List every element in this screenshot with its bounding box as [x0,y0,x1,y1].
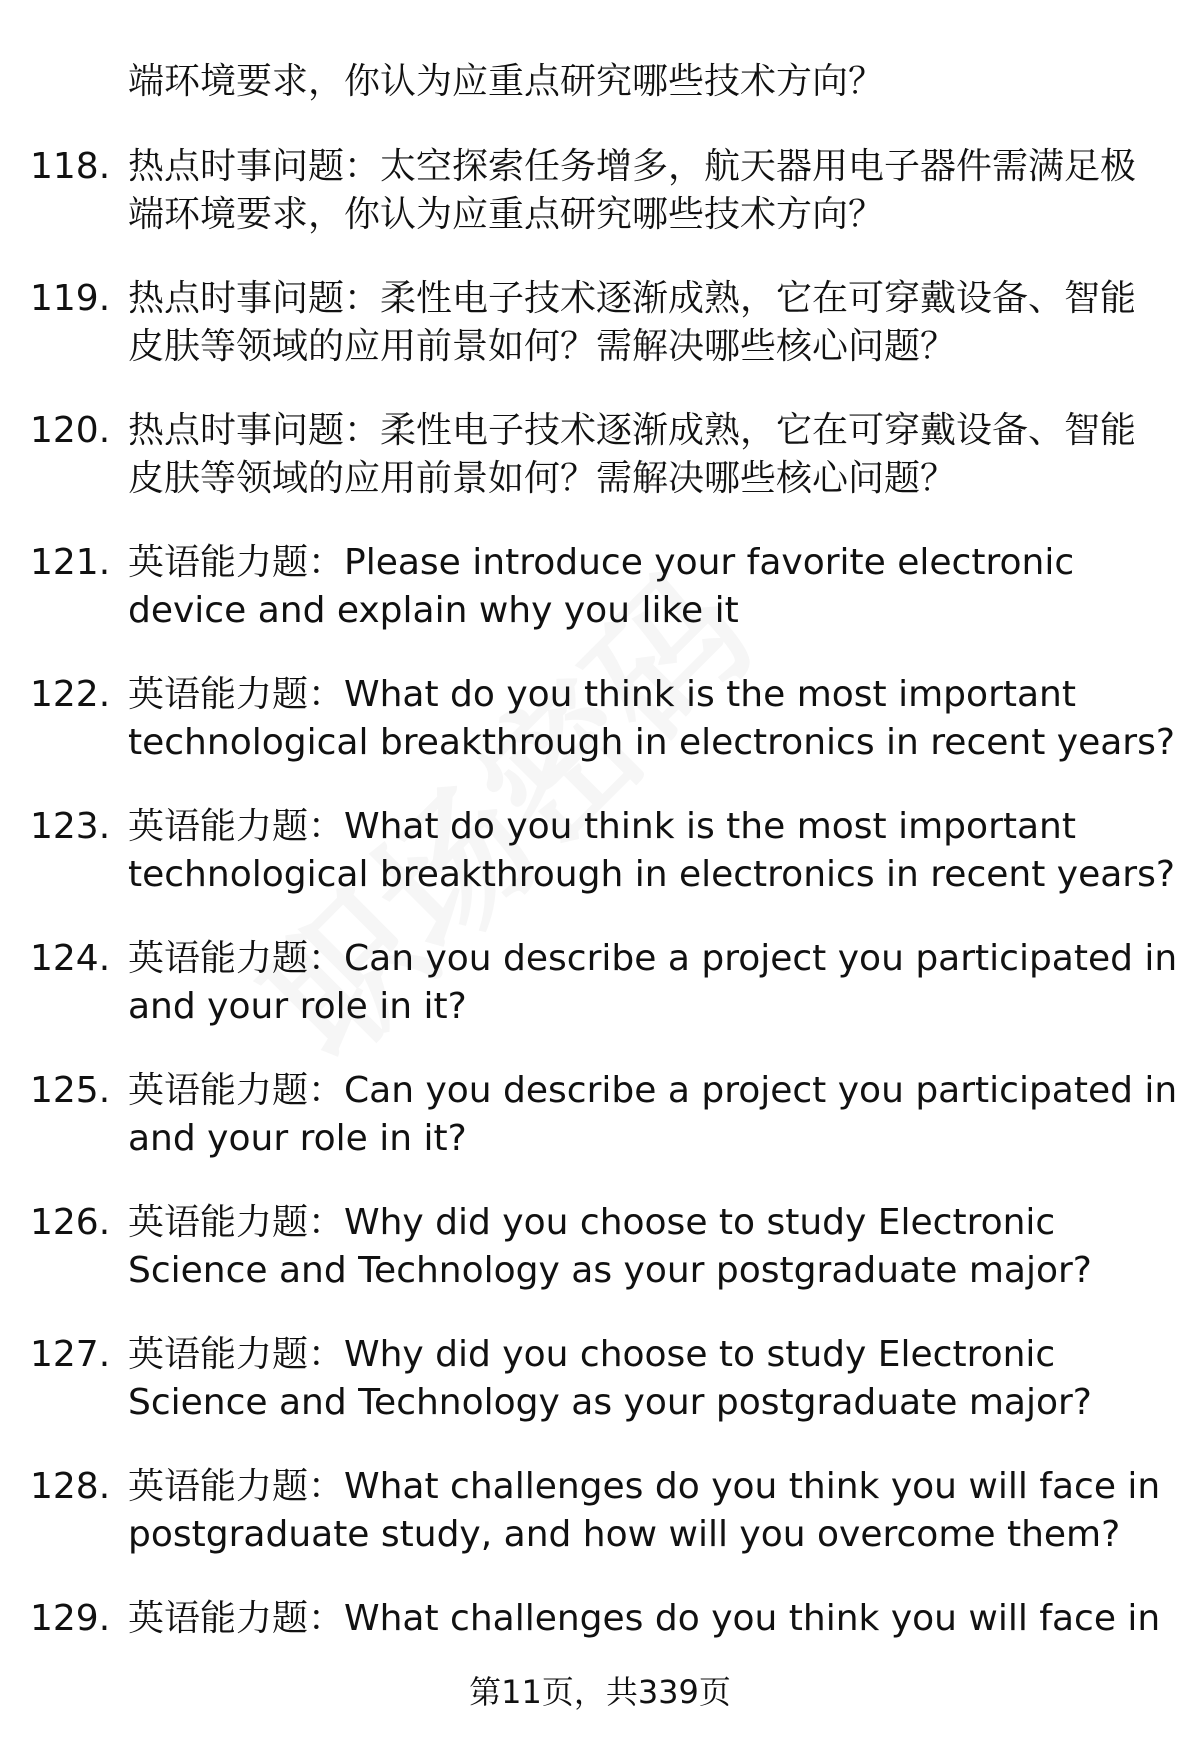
question-line: and your role in it? [128,986,467,1027]
question-line: 英语能力题：Why did you choose to study Electronic [128,1202,1056,1243]
question-line: 英语能力题：Can you describe a project you participated in [128,938,1178,979]
list-item [0,143,1200,275]
question-line: 英语能力题：What do you think is the most important [128,674,1076,715]
question-text [128,1595,1161,1643]
question-line: 热点时事问题：柔性电子技术逐渐成熟，它在可穿戴设备、智能 [128,410,1137,451]
question-line: 热点时事问题：柔性电子技术逐渐成熟，它在可穿戴设备、智能 [128,278,1137,319]
question-text [128,671,1175,767]
question-text [128,1331,1138,1427]
question-text [128,1463,1161,1559]
question-number: 120. [30,410,111,451]
question-line: technological breakthrough in electronics in recent years? [128,722,1175,763]
question-text [128,407,1138,503]
question-text [128,275,1138,371]
question-line: 英语能力题：Please introduce your favorite electronic [128,542,1075,583]
question-number: 128. [30,1466,111,1507]
question-number: 129. [30,1598,111,1639]
question-text [128,1067,1178,1163]
question-line: 英语能力题：Can you describe a project you participated in [128,1070,1178,1111]
question-number: 126. [30,1202,111,1243]
question-line: and your role in it? [128,1118,467,1159]
question-line: postgraduate study, and how will you overcome them? [128,1514,1121,1555]
list-item [0,539,1200,671]
question-number: 119. [30,278,111,319]
question-number: 118. [30,146,111,187]
question-line: 皮肤等领域的应用前景如何？需解决哪些核心问题？ [128,458,957,499]
question-line: 英语能力题：What challenges do you think you will face in [128,1598,1161,1639]
question-line: device and explain why you like it [128,590,739,631]
list-item [0,407,1200,539]
question-line: Science and Technology as your postgraduate major? [128,1382,1092,1423]
list-item [0,275,1200,407]
question-number: 121. [30,542,111,583]
question-number: 124. [30,938,111,979]
question-number: 125. [30,1070,111,1111]
question-number: 122. [30,674,111,715]
question-text [128,143,1138,239]
question-text [128,539,1138,635]
question-number: 123. [30,806,111,847]
list-item [0,1331,1200,1463]
question-line: 英语能力题：Why did you choose to study Electronic [128,1334,1056,1375]
question-text [128,803,1175,899]
question-line: 皮肤等领域的应用前景如何？需解决哪些核心问题？ [128,326,957,367]
list-item [0,803,1200,935]
question-text [128,935,1178,1031]
list-item [0,671,1200,803]
question-line: 英语能力题：What challenges do you think you will face in [128,1466,1161,1507]
question-list [0,143,1200,1727]
list-item [0,1463,1200,1595]
question-text [128,1199,1138,1295]
question-line: 热点时事问题：太空探索任务增多，航天器用电子器件需满足极 [128,146,1137,187]
question-line: Science and Technology as your postgraduate major? [128,1250,1092,1291]
question-line: 英语能力题：What do you think is the most important [128,806,1076,847]
page-number-footer: 第11页，共339页 [469,1673,731,1711]
list-item [0,1067,1200,1199]
list-item [0,935,1200,1067]
list-item [0,1199,1200,1331]
question-line: 端环境要求，你认为应重点研究哪些技术方向？ [128,194,885,235]
question-number: 127. [30,1334,111,1375]
continued-question-line: 端环境要求，你认为应重点研究哪些技术方向？ [128,61,885,102]
question-line: technological breakthrough in electronics in recent years? [128,854,1175,895]
